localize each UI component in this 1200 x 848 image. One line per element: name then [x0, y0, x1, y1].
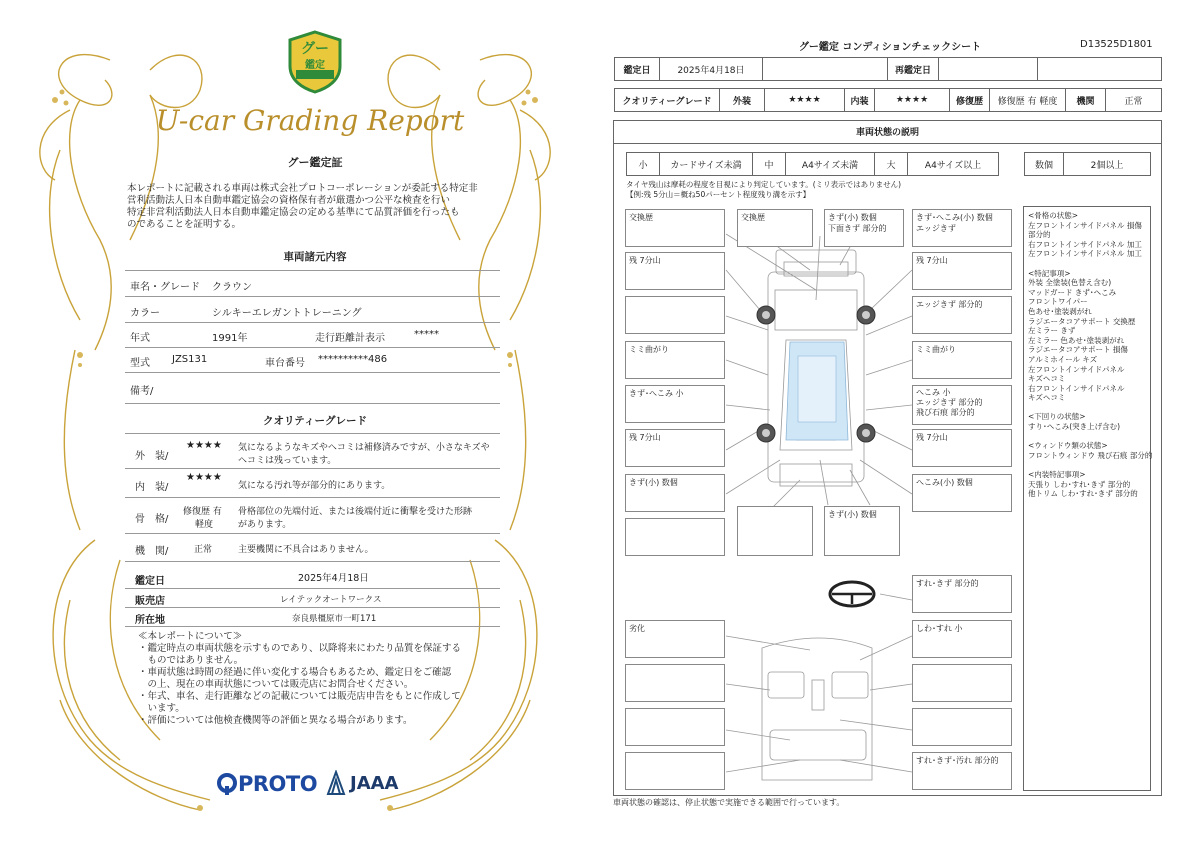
box-bottom-1 — [737, 506, 813, 556]
note-line: 右フロントインサイドパネル — [1028, 383, 1125, 393]
repair-value: 修復歴 有 軽度 — [989, 88, 1066, 112]
about-line: ・年式、車名、走行距離などの記載については販売店申告をもとに作成して — [138, 691, 461, 702]
spec-color-value: シルキーエレガントトレーニング — [212, 308, 362, 319]
quality-interior-label: 内 装/ — [135, 482, 169, 493]
about-title: ≪本レポートについて≫ — [138, 631, 243, 642]
desc-title: 車両状態の説明 — [613, 120, 1162, 144]
appraisal-date-value: 2025年4月18日 — [659, 57, 763, 81]
proto-logo: PROTO — [238, 772, 318, 796]
spec-year-label: 年式 — [130, 333, 150, 344]
grading-report — [0, 0, 590, 848]
box-top-2-line: きず(小) 数個 — [828, 213, 877, 222]
box-left-1: 交換歴 — [625, 209, 725, 247]
note-line: <下回りの状態> — [1028, 412, 1086, 422]
about-line: ・鑑定時点の車両状態を示すものであり、以降将来にわたり品質を保証する — [138, 643, 462, 654]
note-line: 色あせ･塗装剥がれ — [1028, 306, 1092, 316]
appraisal-shop-label: 販売店 — [135, 596, 165, 607]
jaaa-logo-icon — [326, 770, 346, 796]
box-top-2 — [824, 209, 904, 247]
note-line: フロントウィンドウ 飛び石痕 部分的 — [1028, 450, 1153, 460]
quality-title: クオリティーグレード — [263, 415, 367, 427]
note-line: 部分的 — [1028, 230, 1051, 240]
count-label: 数個 — [1024, 152, 1064, 176]
sheet-code: D13525D1801 — [1080, 39, 1153, 50]
box-right-7: へこみ(小) 数個 — [912, 474, 1012, 512]
note-line: キズヘコミ — [1028, 393, 1066, 403]
note-line: 外装 全塗装(色替え含む) — [1028, 278, 1112, 288]
note-line: <内装特記事項> — [1028, 470, 1086, 480]
box-interior-left-1: 劣化 — [625, 620, 725, 658]
note-line: 左ミラー きず — [1028, 326, 1076, 336]
size-small: 小 — [626, 152, 660, 176]
note-line — [1028, 460, 1152, 470]
cert-text-line: 営利活動法人日本自動車鑑定協会の資格保有者が厳選かつ公平な検査を行い — [127, 195, 451, 206]
note-line: アルミホイール キズ — [1028, 354, 1098, 364]
size-mid: 中 — [752, 152, 786, 176]
count-desc: 2個以上 — [1063, 152, 1151, 176]
appraisal-addr-value: 奈良県橿原市一町171 — [292, 614, 377, 624]
box-right-5-line: へこみ 小 — [916, 388, 951, 397]
quality-interior-desc: 気になる汚れ等が部分的にあります。 — [238, 481, 391, 491]
note-line: 左ミラー 色あせ･塗装剥がれ — [1028, 335, 1125, 345]
notes-list — [1028, 211, 1152, 499]
box-top-1: 交換歴 — [737, 209, 813, 247]
box-left-5: きず･へこみ 小 — [625, 385, 725, 423]
note-line: <ウィンドウ類の状態> — [1028, 441, 1108, 451]
box-right-5 — [912, 385, 1012, 425]
box-top-2-line: 下面きず 部分的 — [828, 224, 887, 233]
box-top-3 — [912, 209, 1012, 247]
note-line: ラジエータコアサポート 交換歴 — [1028, 316, 1136, 326]
cert-text-line: 本レポートに記載される車両は株式会社プロトコーポレーションが委託する特定非 — [127, 183, 478, 194]
int-value: ★★★★ — [874, 88, 950, 112]
ext-label: 外装 — [719, 88, 765, 112]
spec-color-label: カラー — [130, 308, 160, 319]
quality-engine-value: 正常 — [194, 545, 213, 555]
note-line: <骨格の状態> — [1028, 211, 1079, 220]
appraisal-date-value: 2025年4月18日 — [298, 573, 369, 584]
note-line: 左フロントインサイドパネル 損傷 — [1028, 220, 1142, 230]
tire-note-2: 【例:残 5分山＝概ね50パーセント程度残り溝を示す】 — [626, 190, 811, 199]
box-top-3-line: きず･へこみ(小) 数個 — [916, 213, 993, 222]
about-line: の上、現在の車両状態については販売店にお問合せください。 — [138, 679, 414, 690]
spec-chassis-label: 車台番号 — [265, 358, 305, 369]
quality-frame-value2: 軽度 — [195, 520, 214, 530]
spec-remarks-label: 備考/ — [130, 386, 154, 397]
spec-mileage-label: 走行距離計表示 — [315, 333, 385, 344]
box-top-3-line: エッジきず — [916, 224, 956, 233]
spec-year-value: 1991年 — [212, 333, 248, 344]
about-line: ものではありません。 — [138, 655, 244, 666]
box-interior-left-3 — [625, 708, 725, 746]
box-left-8 — [625, 518, 725, 556]
box-right-2: 残 7分山 — [912, 252, 1012, 290]
quality-frame-desc: 骨格部位の先端付近、または後端付近に衝撃を受けた形跡 — [238, 507, 473, 517]
box-right-3: エッジきず 部分的 — [912, 296, 1012, 334]
note-line: フロントワイパー — [1028, 297, 1088, 307]
box-left-2: 残 7分山 — [625, 252, 725, 290]
box-interior-left-4 — [625, 752, 725, 790]
spec-name-label: 車名・グレード — [130, 282, 200, 293]
box-right-4: ミミ曲がり — [912, 341, 1012, 379]
appraisal-date-label: 鑑定日 — [135, 576, 165, 587]
box-wheel: すれ･きず 部分的 — [912, 575, 1012, 613]
note-line: 左フロントインサイドパネル 加工 — [1028, 249, 1142, 259]
appraisal-date-label: 鑑定日 — [614, 57, 660, 81]
note-line: 天張り しわ･すれ･きず 部分的 — [1028, 479, 1131, 489]
note-line: マッドガード きず･へこみ — [1028, 287, 1117, 297]
size-small-desc: カードサイズ未満 — [659, 152, 753, 176]
sheet-title: グー鑑定 コンディションチェックシート — [798, 42, 982, 53]
note-line: ラジエータコアサポート 損傷 — [1028, 345, 1128, 355]
note-line: キズヘコミ — [1028, 374, 1066, 384]
note-line — [1028, 259, 1152, 269]
tire-note-1: タイヤ残山は摩耗の程度を目視により判定しています。(ミリ表示ではありません) — [626, 180, 902, 189]
about-section — [138, 631, 461, 727]
jaaa-logo: JAAA — [350, 773, 399, 794]
quality-engine-label: 機 関/ — [135, 546, 169, 557]
box-interior-left-2 — [625, 664, 725, 702]
appraisal-addr-label: 所在地 — [135, 615, 165, 626]
about-line: います。 — [138, 703, 185, 714]
size-large: 大 — [874, 152, 908, 176]
condition-check-sheet — [600, 0, 1200, 848]
box-right-6: 残 7分山 — [912, 429, 1012, 467]
quality-interior-stars: ★★★★ — [186, 472, 222, 483]
sheet-footer: 車両状態の確認は、停止状態で実施できる範囲で行っています。 — [613, 798, 845, 807]
note-line: 他トリム しわ･すれ･きず 部分的 — [1028, 489, 1138, 499]
cert-text-line: のであることを証明する。 — [127, 219, 242, 230]
box-interior-right-3 — [912, 708, 1012, 746]
spec-mileage-value: ***** — [414, 329, 439, 340]
size-mid-desc: A4サイズ未満 — [785, 152, 875, 176]
box-bottom-2: きず(小) 数個 — [824, 506, 900, 556]
quality-frame-label: 骨 格/ — [135, 514, 169, 525]
box-interior-right-1: しわ･すれ 小 — [912, 620, 1012, 658]
quality-exterior-desc: 気になるようなキズやヘコミは補修済みですが、小さなキズや — [238, 443, 490, 453]
quality-engine-desc: 主要機関に不具合はありません。 — [238, 545, 374, 555]
ext-value: ★★★★ — [764, 88, 845, 112]
repair-label: 修復歴 — [949, 88, 990, 112]
cert-text — [127, 183, 478, 231]
cert-title: グー鑑定証 — [287, 156, 343, 169]
box-interior-right-2 — [912, 664, 1012, 702]
quality-exterior-stars: ★★★★ — [186, 440, 222, 451]
note-line: <特記事項> — [1028, 268, 1071, 278]
box-left-4: ミミ曲がり — [625, 341, 725, 379]
about-line: ・評価については他検査機関等の評価と異なる場合があります。 — [138, 715, 413, 726]
box-interior-right-4: すれ･きず･汚れ 部分的 — [912, 752, 1012, 790]
box-right-5-line: エッジきず 部分的 — [916, 398, 983, 407]
spec-chassis-value: **********486 — [318, 354, 388, 365]
appraisal-shop-value: レイテックオートワークス — [280, 595, 382, 605]
note-line — [1028, 432, 1152, 442]
spec-title: 車両諸元内容 — [283, 251, 347, 263]
engine-label: 機関 — [1065, 88, 1106, 112]
notes-panel — [1023, 206, 1151, 791]
spec-model-value: JZS131 — [172, 354, 208, 365]
box-left-7: きず(小) 数個 — [625, 474, 725, 512]
quality-exterior-desc: ヘコミは残っています。 — [238, 456, 337, 466]
quality-frame-value: 修復歴 有 — [183, 507, 222, 517]
box-left-6: 残 7分山 — [625, 429, 725, 467]
script-title: U-car Grading Report — [155, 104, 465, 137]
box-left-3 — [625, 296, 725, 334]
about-line: ・車両状態は時間の経過に伴い変化する場合もあるため、鑑定日をご確認 — [138, 667, 452, 678]
qg-label: クオリティーグレード — [614, 88, 720, 112]
quality-exterior-label: 外 装/ — [135, 451, 169, 462]
cert-text-line: 特定非営利活動法人日本自動車鑑定協会の定める基準にて品質評価を行ったも — [127, 207, 460, 218]
box-right-5-line: 飛び石痕 部分的 — [916, 408, 975, 417]
spec-name-value: クラウン — [212, 282, 252, 293]
quality-frame-desc: があります。 — [238, 520, 292, 530]
engine-value: 正常 — [1105, 88, 1162, 112]
note-line: 右フロントインサイドパネル 加工 — [1028, 239, 1142, 249]
note-line: すり･へこみ(突き上げ含む) — [1028, 422, 1121, 432]
badge-line2: 鑑定 — [305, 60, 325, 71]
int-label: 内装 — [844, 88, 875, 112]
proto-logo-icon — [216, 772, 238, 796]
note-line: 左フロントインサイドパネル — [1028, 364, 1125, 374]
badge-line1: グー — [301, 41, 329, 57]
reappraisal-date-label: 再鑑定日 — [887, 57, 939, 81]
spec-model-label: 型式 — [130, 358, 150, 369]
size-large-desc: A4サイズ以上 — [907, 152, 999, 176]
